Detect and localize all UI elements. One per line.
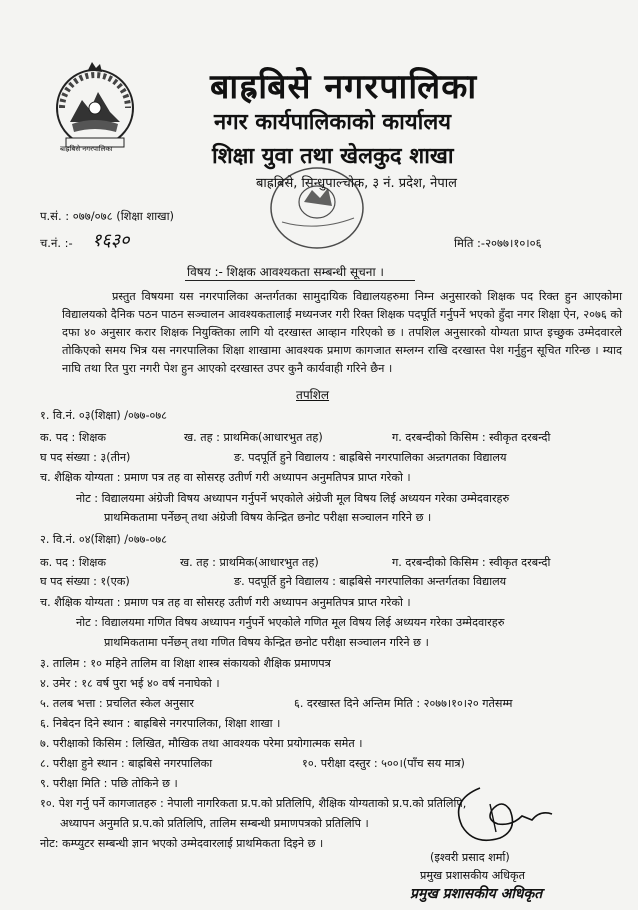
post2-quota-type: ग. दरबन्दीको किसिम : स्वीकृत दरबन्दी — [392, 556, 551, 569]
municipality-name: बाह्रबिसे नगरपालिका — [210, 67, 478, 107]
signatory-designation: प्रमुख प्रशासकीय अधिकृत — [420, 869, 526, 882]
post1-vacancy-number: १. वि.नं. ०३(शिक्षा) /०७७-०७८ — [40, 409, 167, 422]
nepal-government-emblem-icon — [52, 62, 138, 158]
signature-icon — [440, 780, 560, 850]
item-exam-place: ८. परीक्षा हुने स्थान : बाह्रबिसे नगरपालिका — [40, 757, 213, 770]
designation-stamp: प्रमुख प्रशासकीय अधिकृत — [410, 886, 543, 902]
item-note: नोट: कम्प्युटर सम्बन्धी ज्ञान भएको उम्मेदवारलाई प्राथमिकता दिइने छ । — [40, 837, 324, 850]
post1-note-line2: प्राथमिकतामा पर्नेछन् तथा अंग्रेजी विषय केन्द्रित छनोट परीक्षा सञ्चालन गरिने छ । — [104, 511, 432, 524]
office-name: नगर कार्यपालिकाको कार्यालय — [214, 110, 451, 135]
post2-school: ङ. पदपूर्ति हुने विद्यालय : बाह्रबिसे नगरपालिका अन्तर्गतका विद्यालय — [234, 575, 507, 588]
reference-number: प.सं. : ०७७/०७८ (शिक्षा शाखा) — [40, 209, 175, 223]
item-exam-type: ७. परीक्षाको किसिम : लिखित, मौखिक तथा आवश्यक परेमा प्रयोगात्मक समेत । — [40, 737, 363, 750]
item-documents-line2: अध्यापन अनुमति प्र.प.को प्रतिलिपि, तालिम सम्बन्धी प्रमाणपत्रको प्रतिलिपि । — [60, 817, 369, 830]
post2-count: घ पद संख्या : १(एक) — [40, 575, 130, 588]
post2-level: ख. तह : प्राथमिक(आधारभुत तह) — [180, 556, 319, 569]
details-title: तपशिल — [296, 388, 330, 402]
post1-count: घ पद संख्या : ३(तीन) — [40, 451, 131, 464]
item-exam-date: ९. परीक्षा मिति : पछि तोकिने छ । — [40, 777, 178, 790]
address: बाह्रबिसे, सिन्धुपाल्चोक, ३ नं. प्रदेश, नेपाल — [256, 176, 457, 191]
post1-position: क. पद : शिक्षक — [40, 431, 106, 444]
subject-line: विषय :- शिक्षक आवश्यकता सम्बन्धी सूचना । — [187, 265, 384, 279]
post1-qualification: च. शैक्षिक योग्यता : प्रमाण पत्र तह वा सोसरह उतीर्ण गरी अध्यापन अनुमतिपत्र प्राप्त गरेको । — [40, 471, 411, 484]
item-documents-line1: १०. पेश गर्नु पर्ने कागजातहरु : नेपाली नागरिकता प्र.प.को प्रतिलिपि, शैक्षिक योग्यताको प्र.प.को प्रतिलिपि, — [40, 797, 467, 810]
post2-note-line2: प्राथमिकतामा पर्नेछन् तथा गणित विषय केन्द्रित छनोट परीक्षा सञ्चालन गरिने छ । — [104, 636, 429, 649]
signatory-name: (इश्वरी प्रसाद शर्मा) — [430, 851, 510, 864]
dispatch-number: १६३० — [92, 230, 130, 251]
office-stamp-icon — [262, 162, 372, 258]
post2-note-line1: नोट : विद्यालयमा गणित विषय अध्यापन गर्नुपर्ने भएकोले गणित मूल विषय लिई अध्ययन गरेका उम्मेदवारहरु — [76, 616, 505, 629]
post1-note-line1: नोट : विद्यालयमा अंग्रेजी विषय अध्यापन गर्नुपर्ने भएकोले अंग्रेजी मूल विषय लिई अध्ययन गरेका उम्मेदवारहरु — [76, 492, 510, 505]
post1-level: ख. तह : प्राथमिक(आधारभुत तह) — [184, 431, 323, 444]
item-age: ४. उमेर : १८ वर्ष पुरा भई ४० वर्ष ननाघेको । — [40, 677, 220, 690]
item-deadline: ६. दरखास्त दिने अन्तिम मिति : २०७७।१०।२० गतेसम्म — [294, 697, 513, 710]
post2-position: क. पद : शिक्षक — [40, 556, 106, 569]
intro-text: प्रस्तुत विषयमा यस नगरपालिका अन्तर्गतका सामुदायिक विद्यालयहरुमा निम्न अनुसारको शिक्षक पद रिक्त हुन आएकोमा विद्यालयको दैनिक पठन पाठन सञ्चालन आवश्यकतालाई मध्यनजर गरी रिक्त शिक्षक पदपूर्ति गर्नुपर्ने भएको हुँदा नगर शिक्षा ऐन, २०७६ को दफा ४० अनुसार करार शिक्षक नियुक्तिका लागि यो दरखास्त आव्हान गरिएको छ । तपशिल अनुसारको योग्यता प्राप्त इच्छुक उम्मेदवारले तोकिएको समय भित्र यस नगरपालिका शिक्षा शाखामा आवश्यक प्रमाण कागजात सम्लग्न राखि दरखास्त पेश गर्नुहुन सूचित गरिन्छ । म्याद नाघि तथा रित पुरा नगरी पेश हुन आएको दरखास्त उपर कुनै कार्यवाही गरिने छैन । — [62, 290, 622, 375]
intro-paragraph — [62, 288, 622, 378]
item-application-place: ६. निबेदन दिने स्थान : बाह्रबिसे नगरपालिका, शिक्षा शाखा । — [40, 717, 281, 730]
dispatch-label: च.नं. :- — [40, 236, 73, 250]
post1-school: ङ. पदपूर्ति हुने विद्यालय : बाह्रबिसे नगरपालिका अन्र्तगतका विद्यालय — [234, 451, 507, 464]
item-training: ३. तालिम : १० महिने तालिम वा शिक्षा शास्त्र संकायको शैक्षिक प्रमाणपत्र — [40, 657, 331, 670]
item-exam-fee: १०. परीक्षा दस्तुर : ५००।(पाँच सय मात्र) — [302, 757, 465, 770]
emblem-caption: बाह्रबिसे नगरपालिका — [60, 145, 113, 153]
post2-vacancy-number: २. वि.नं. ०४(शिक्षा) /०७७-०७८ — [40, 533, 167, 546]
subject-underline — [185, 280, 415, 281]
item-salary: ५. तलब भत्ता : प्रचलित स्केल अनुसार — [40, 697, 194, 710]
branch-name: शिक्षा युवा तथा खेलकुद शाखा — [212, 144, 454, 169]
post2-qualification: च. शैक्षिक योग्यता : प्रमाण पत्र तह वा सोसरह उतीर्ण गरी अध्यापन अनुमतिपत्र प्राप्त गरेको । — [40, 596, 411, 609]
post1-quota-type: ग. दरबन्दीको किसिम : स्वीकृत दरबन्दी — [392, 431, 551, 444]
document-date: मिति :-२०७७।१०।०६ — [454, 236, 542, 250]
